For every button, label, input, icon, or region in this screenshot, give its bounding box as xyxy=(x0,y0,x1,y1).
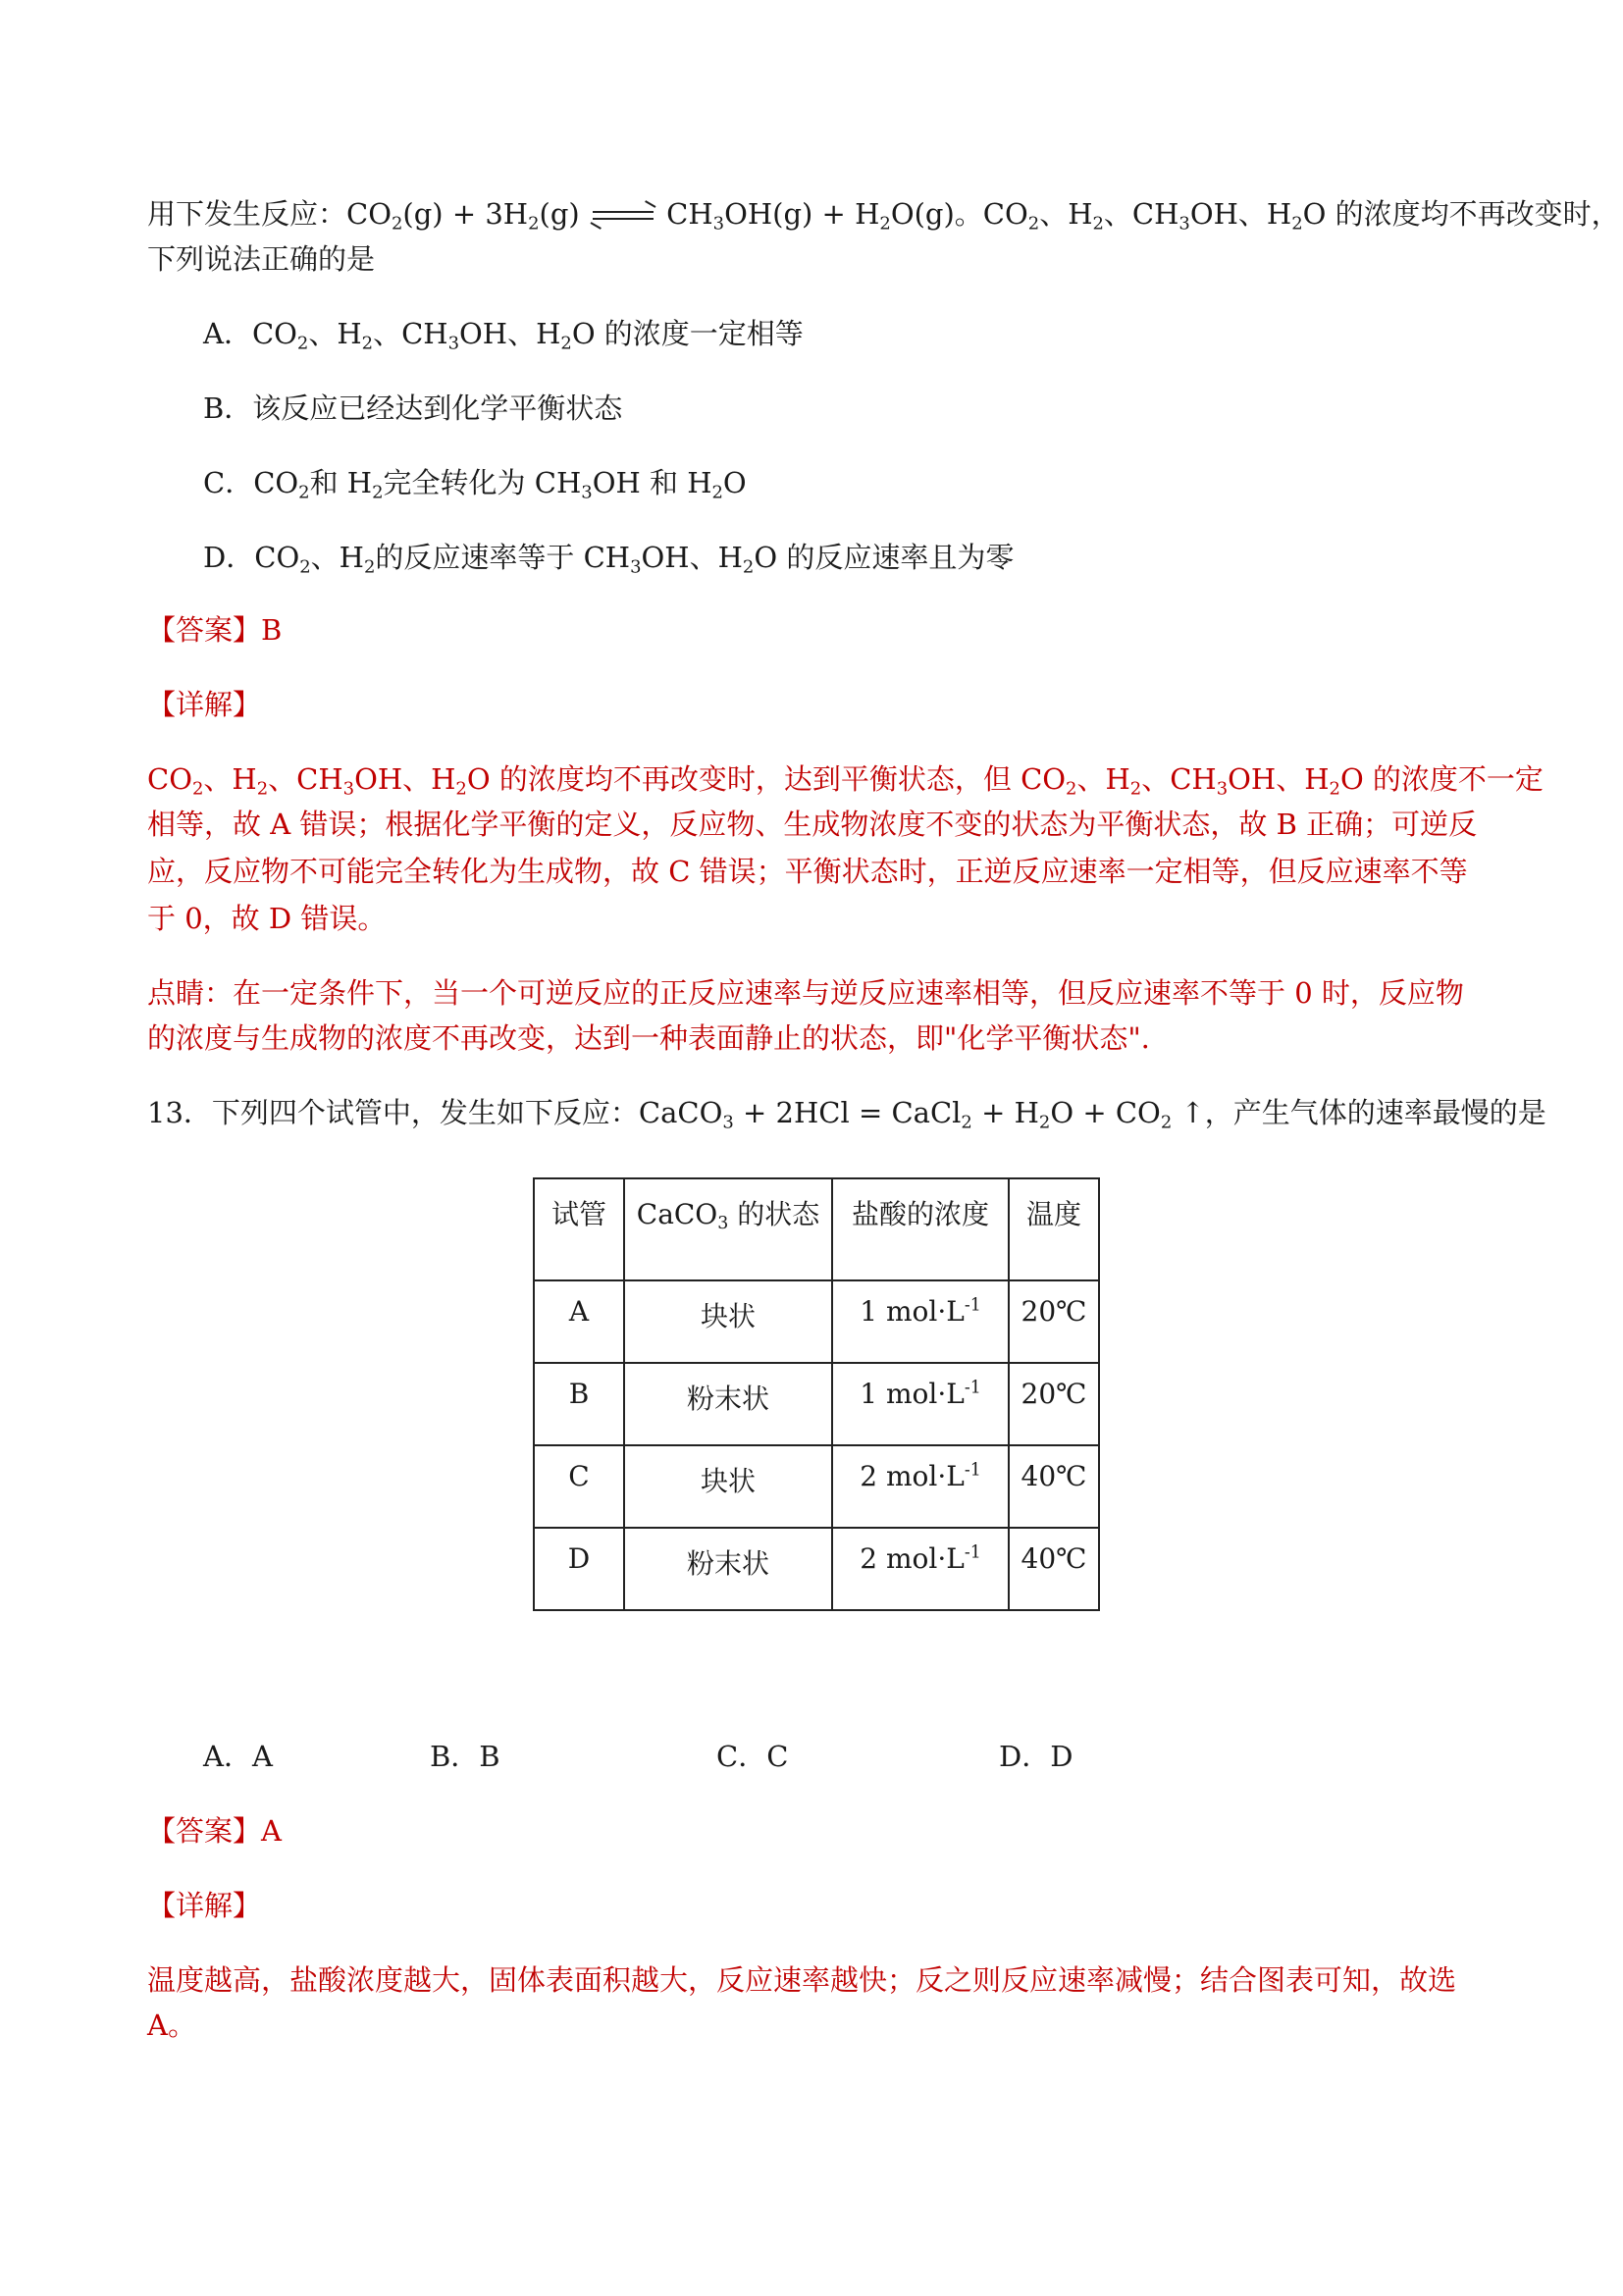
header-caco3-state: CaCO$_3$ 的状态 xyxy=(624,1178,832,1280)
answer-value: A xyxy=(261,1814,282,1848)
q13-choice-d: D．D xyxy=(999,1740,1073,1773)
cell-state: 粉末状 xyxy=(624,1363,832,1445)
cell-concentration: 1 $mol\cdot L^{-1}$ xyxy=(832,1363,1009,1445)
q13-choice-b: B．B xyxy=(430,1740,500,1773)
q12-option-b: B．该反应已经达到化学平衡状态 xyxy=(203,391,623,425)
q13-table xyxy=(533,1177,1100,1611)
table-row xyxy=(534,1363,1099,1445)
q13-stem: 13．下列四个试管中，发生如下反应：CaCO$_3$ + 2HCl = CaCl$_2$ + $H_2O + CO_2$ ↑，产生气体的速率最慢的是 xyxy=(147,1096,1546,1133)
table-row xyxy=(534,1280,1099,1363)
q12-stem-line2: 下列说法正确的是 xyxy=(147,242,376,276)
table-header-row xyxy=(534,1178,1099,1280)
table-row xyxy=(534,1528,1099,1610)
header-tube: 试管 xyxy=(534,1178,624,1280)
cell-temperature: 20℃ xyxy=(1009,1363,1099,1445)
cell-concentration: 2 $mol\cdot L^{-1}$ xyxy=(832,1445,1009,1528)
header-temperature: 温度 xyxy=(1009,1178,1099,1280)
q13-choice-a: A．A xyxy=(203,1740,273,1773)
cell-concentration: 1 $mol\cdot L^{-1}$ xyxy=(832,1280,1009,1363)
q13-choice-c: C．C xyxy=(716,1740,789,1773)
answer-tag: 【答案】 xyxy=(147,1814,262,1848)
cell-tube: C xyxy=(534,1445,624,1528)
q12-explanation-line4: 于 0，故 D 错误。 xyxy=(147,902,387,935)
q12-note-line2: 的浓度与生成物的浓度不再改变，达到一种表面静止的状态，即"化学平衡状态". xyxy=(147,1021,1150,1055)
cell-state: 块状 xyxy=(624,1445,832,1528)
q12-option-a: A．$CO_2$、$H_2$、$CH_3OH$、$H_2O$ 的浓度一定相等 xyxy=(203,317,804,354)
answer-tag: 【答案】 xyxy=(147,613,262,647)
q12-detail-heading: 【详解】 xyxy=(147,688,262,721)
q13-detail-heading: 【详解】 xyxy=(147,1889,262,1922)
cell-concentration: 2 $mol\cdot L^{-1}$ xyxy=(832,1528,1009,1610)
q12-explanation-line3: 应，反应物不可能完全转化为生成物，故 C 错误；平衡状态时，正逆反应速率一定相等，但反应速率不等 xyxy=(147,855,1468,888)
q12-answer xyxy=(147,608,282,652)
cell-state: 粉末状 xyxy=(624,1528,832,1610)
q12-option-c: C．$CO_2$和 $H_2$完全转化为 $CH_3OH$ 和 $H_2O$ xyxy=(203,466,747,503)
equilibrium-arrow-icon xyxy=(589,206,657,226)
cell-temperature: 20℃ xyxy=(1009,1280,1099,1363)
cell-tube: B xyxy=(534,1363,624,1445)
header-hcl-concentration: 盐酸的浓度 xyxy=(832,1178,1009,1280)
cell-state: 块状 xyxy=(624,1280,832,1363)
q12-stem-line1: 用下发生反应：$CO_2(g) + 3H_2(g)$ $CH_3OH(g) + H_2O(g)$。$CO_2$、$H_2$、$CH_3OH$、$H_2O$ 的浓度均不再改变时， xyxy=(147,197,1620,235)
q13-explanation-line2: A。 xyxy=(147,2009,196,2042)
q12-explanation-line1: $CO_2$、$H_2$、$CH_3OH$、$H_2O$ 的浓度均不再改变时，达到平衡状态，但 $CO_2$、$H_2$、$CH_3OH$、$H_2O$ 的浓度不一定 xyxy=(147,762,1544,800)
q13-explanation-line1: 温度越高，盐酸浓度越大，固体表面积越大，反应速率越快；反之则反应速率减慢；结合图表可知，故选 xyxy=(147,1963,1457,1997)
q12-explanation-line2: 相等，故 A 错误；根据化学平衡的定义，反应物、生成物浓度不变的状态为平衡状态，故 B 正确；可逆反 xyxy=(147,808,1478,841)
q12-note-line1: 点睛：在一定条件下，当一个可逆反应的正反应速率与逆反应速率相等，但反应速率不等于 0 时，反应物 xyxy=(147,976,1464,1010)
answer-value: B xyxy=(261,613,283,647)
cell-tube: D xyxy=(534,1528,624,1610)
cell-tube: A xyxy=(534,1280,624,1363)
cell-temperature: 40℃ xyxy=(1009,1528,1099,1610)
table-row xyxy=(534,1445,1099,1528)
q12-option-d: D．$CO_2$、$H_2$的反应速率等于 $CH_3OH$、$H_2O$ 的反应速率且为零 xyxy=(203,541,1015,578)
q13-answer xyxy=(147,1809,282,1852)
cell-temperature: 40℃ xyxy=(1009,1445,1099,1528)
